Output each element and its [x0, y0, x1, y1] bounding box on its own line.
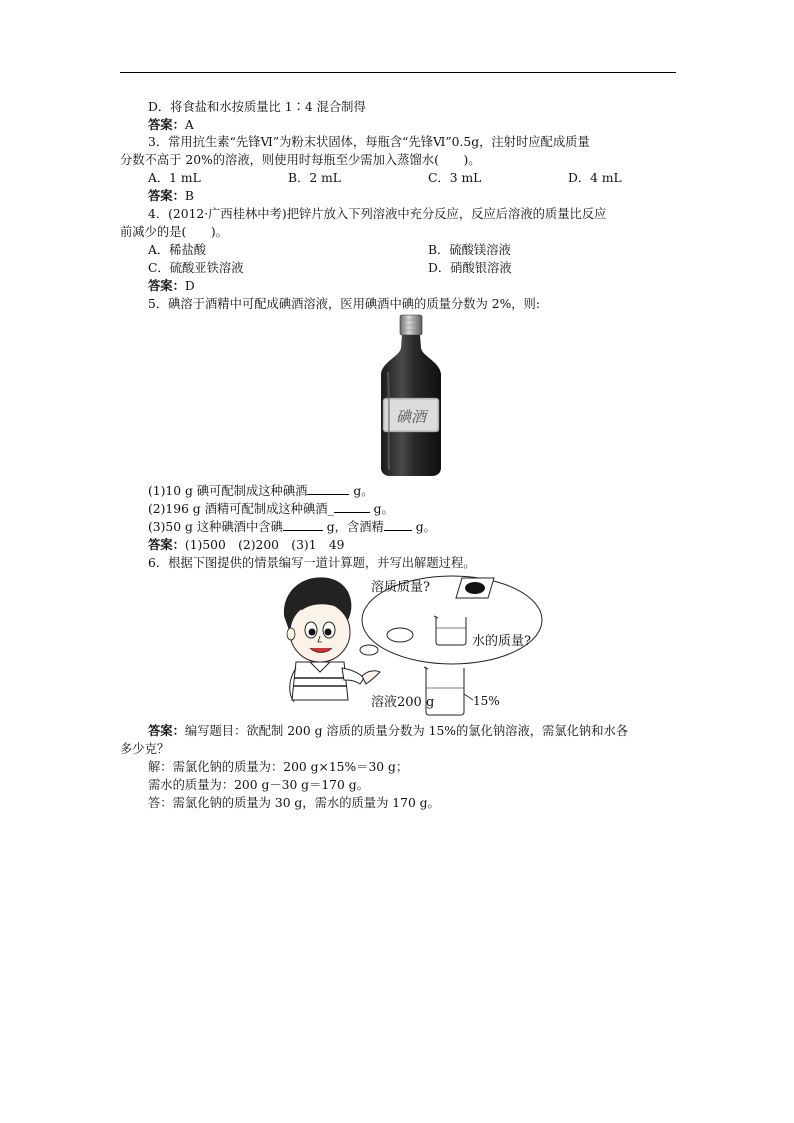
boy-thinking-illustration	[276, 570, 546, 718]
q4-option-d: D．硝酸银溶液	[428, 261, 512, 275]
q4-stem-line1: 4．(2012·广西桂林中考)把锌片放入下列溶液中充分反应，反应后溶液的质量比反应	[148, 207, 607, 221]
q6-stem: 6．根据下图提供的情景编写一道计算题，并写出解题过程。	[148, 556, 476, 570]
percent-label-text: 15%	[473, 694, 500, 708]
q5-sub3-blank-iodine	[283, 519, 323, 531]
q6-solution-conclusion: 答：需氯化钠的质量为 30 g，需水的质量为 170 g。	[148, 796, 440, 810]
q3-stem-line1: 3．常用抗生素“先锋Ⅵ”为粉末状固体，每瓶含“先锋Ⅵ”0.5g，注射时应配成质量	[148, 135, 590, 149]
q5-sub2-blank	[334, 501, 370, 513]
q3-stem-line2: 分数不高于 20%的溶液，则使用时每瓶至少需加入蒸馏水( )。	[120, 153, 481, 167]
q4-option-b: B．硫酸镁溶液	[428, 243, 511, 257]
header-rule	[120, 72, 676, 73]
q3-option-d: D．4 mL	[568, 171, 622, 185]
solute-question-text: 溶质质量?	[371, 580, 430, 595]
q5-stem: 5．碘溶于酒精中可配成碘酒溶液，医用碘酒中碘的质量分数为 2%，则:	[148, 297, 540, 311]
q3-option-c: C．3 mL	[428, 171, 482, 185]
q2-answer: 答案：A	[148, 117, 194, 132]
iodine-tincture-bottle-image	[374, 312, 448, 478]
boy-figure	[284, 577, 380, 702]
q4-option-a: A．稀盐酸	[148, 243, 207, 257]
q5-sub1-blank	[307, 483, 349, 495]
q2-option-d: D．将食盐和水按质量比 1∶4 混合制得	[148, 100, 366, 114]
thought-bubble-tiny	[360, 645, 378, 655]
percent-leader-line	[464, 694, 473, 700]
q3-option-a: A．1 mL	[148, 171, 201, 185]
q4-option-c: C．硫酸亚铁溶液	[148, 261, 244, 275]
q6-answer-line1: 答案：编写题目：欲配制 200 g 溶质的质量分数为 15%的氯化钠溶液，需氯化钠和水各	[148, 723, 629, 738]
thought-bubble-small	[387, 628, 413, 642]
solute-pile-icon	[465, 582, 485, 594]
q3-answer: 答案：B	[148, 188, 194, 203]
q6-solution-step1: 解：需氯化钠的质量为：200 g×15%＝30 g；	[148, 760, 409, 774]
q5-sub3-blank-alcohol	[384, 519, 412, 531]
q3-option-b: B．2 mL	[288, 171, 341, 185]
q6-solution-step2: 需水的质量为：200 g－30 g＝170 g。	[148, 778, 369, 792]
q5-sub1: (1)10 g 碘可配制成这种碘酒 g。	[148, 484, 374, 498]
q5-sub2: (2)196 g 酒精可配制成这种碘酒_ g。	[148, 502, 394, 516]
q6-answer-line2: 多少克？	[120, 742, 170, 756]
q4-stem-line2: 前减少的是( )。	[120, 225, 228, 239]
q5-answer: 答案：(1)500 (2)200 (3)1 49	[148, 537, 345, 552]
q4-answer: 答案：D	[148, 278, 195, 293]
solution-mass-text: 溶液200 g	[371, 695, 435, 710]
bottle-label-text: 碘酒	[395, 408, 427, 426]
q5-sub3: (3)50 g 这种碘酒中含碘 g，含酒精 g。	[148, 520, 436, 534]
water-question-text: 水的质量?	[472, 634, 531, 649]
